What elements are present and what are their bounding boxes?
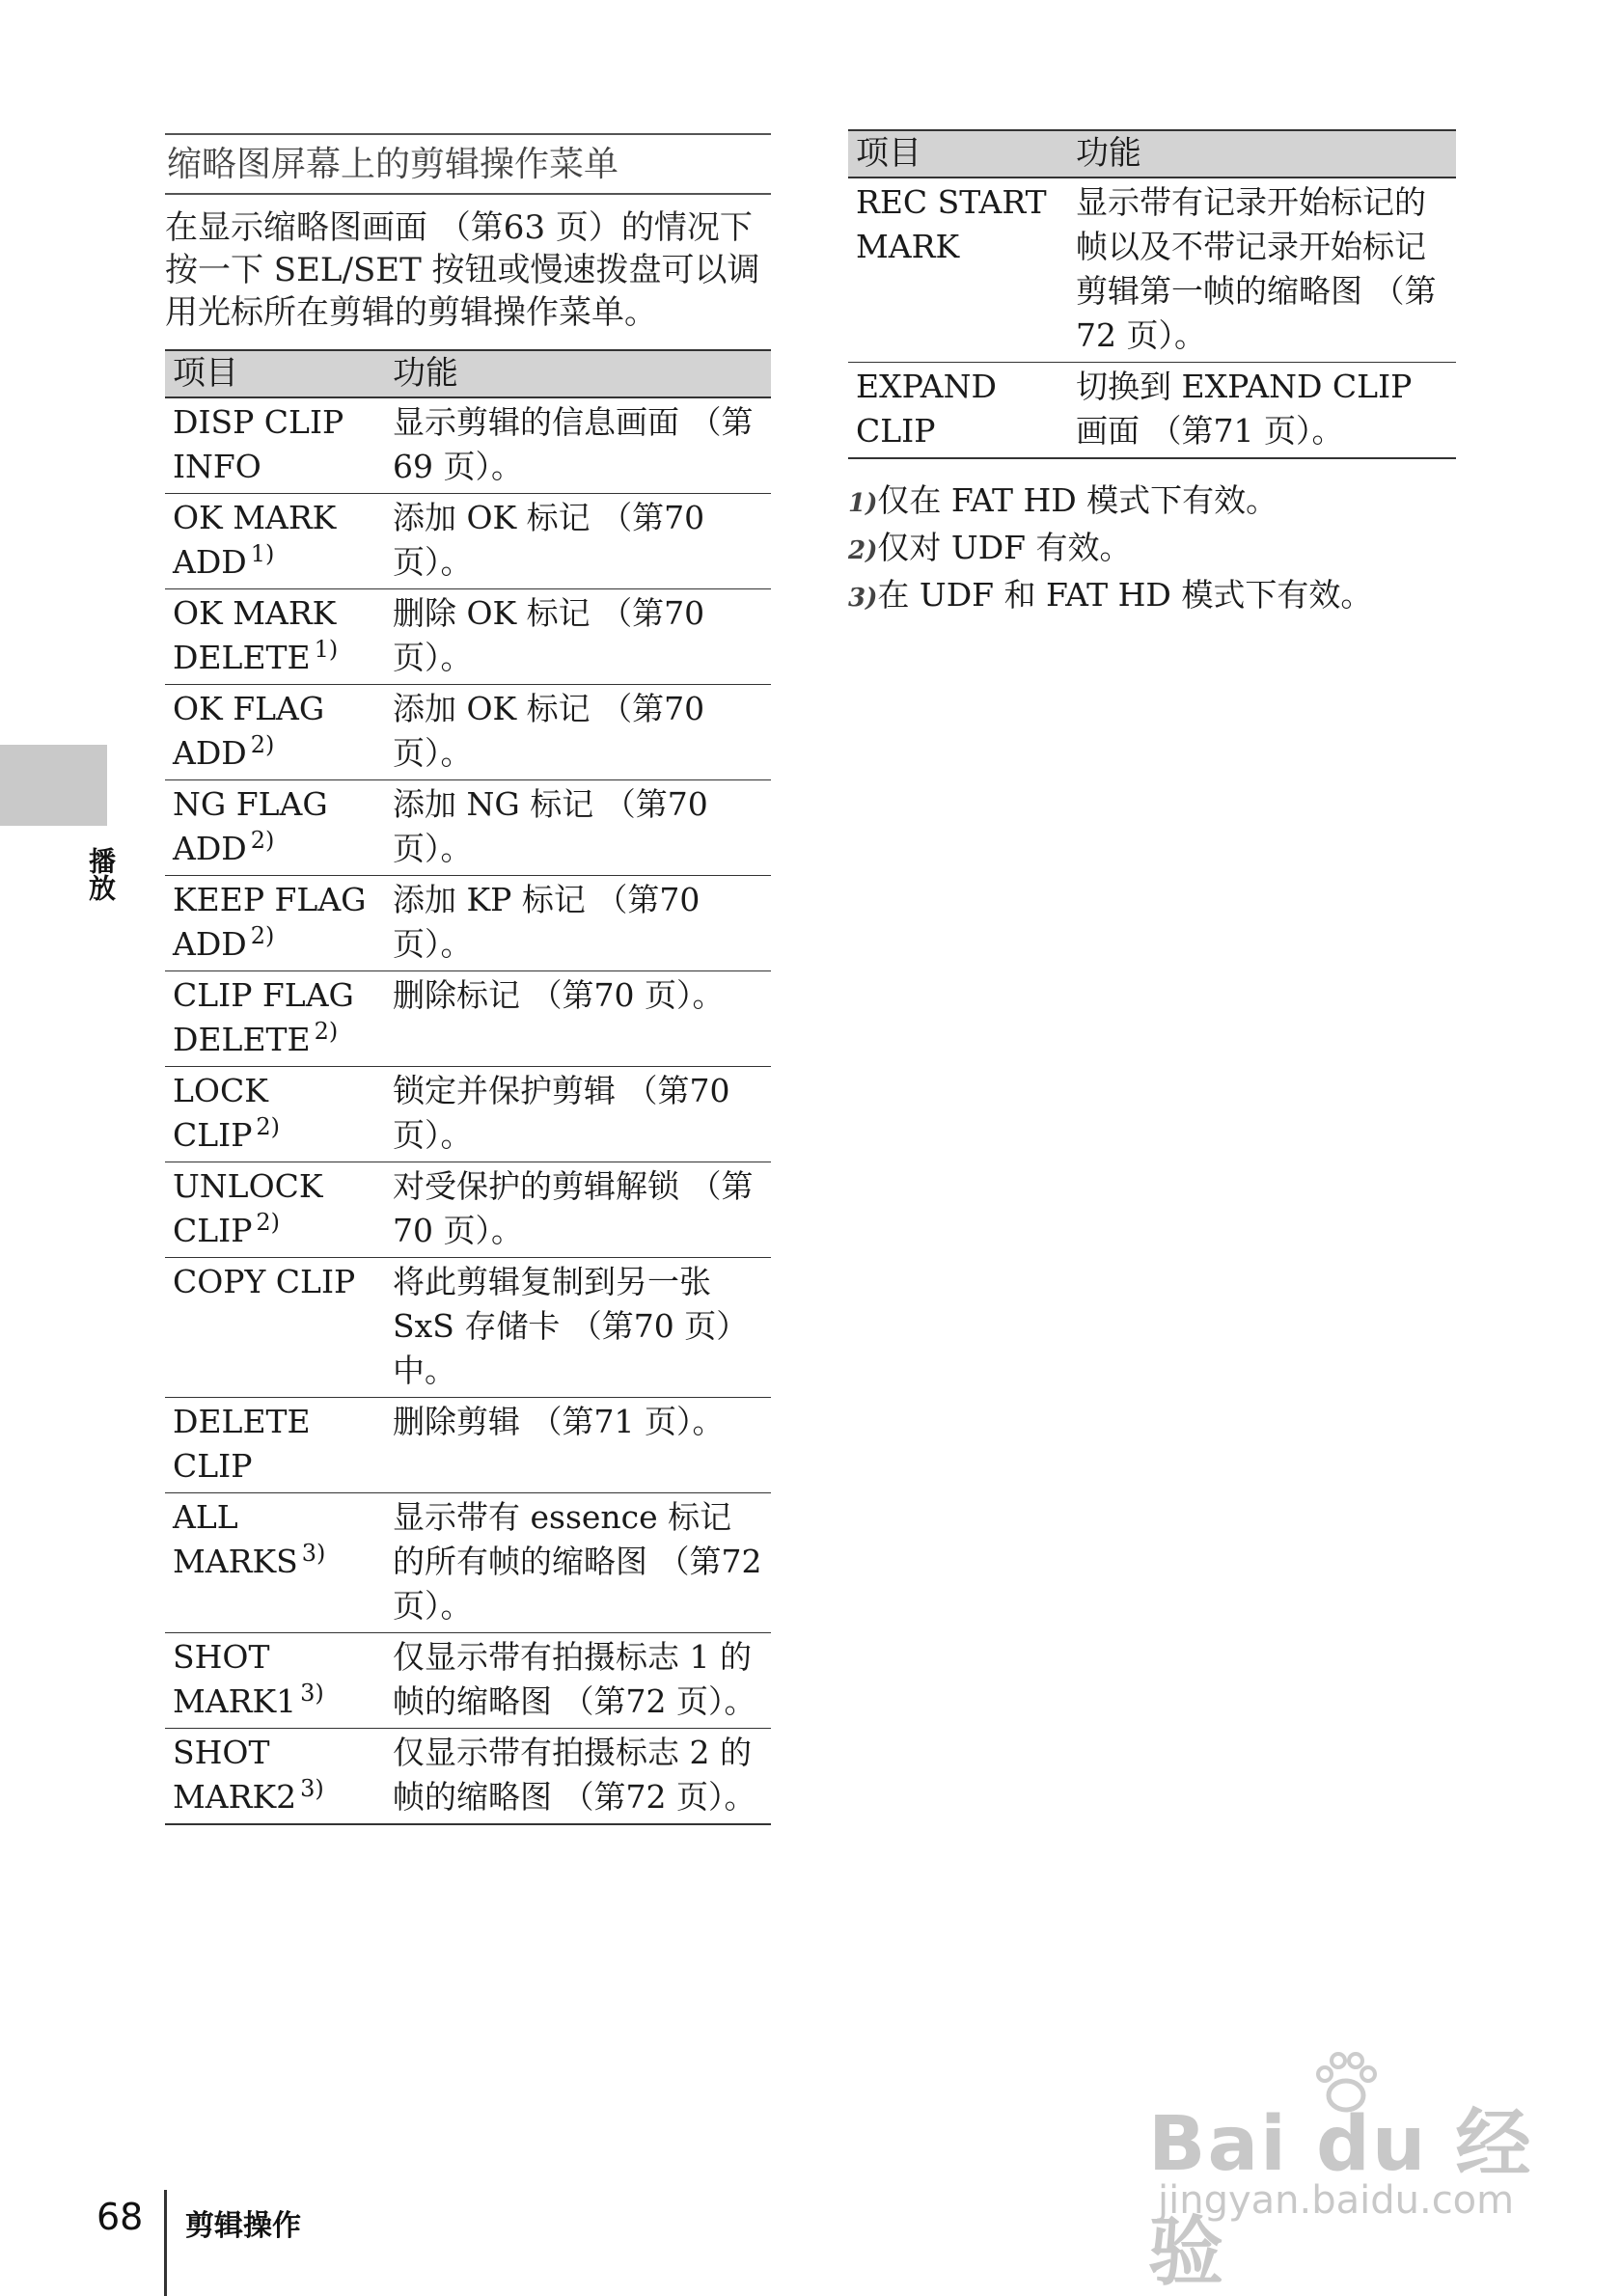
menu-item-name [165, 1398, 385, 1493]
menu-item-function: 删除剪辑 （第71 页）。 [385, 1398, 771, 1493]
footnote-ref: 2) [314, 1018, 339, 1045]
footnote-ref: 2) [250, 731, 275, 758]
item-label: SHOT MARK1 [173, 1638, 297, 1720]
menu-item-name [165, 876, 385, 971]
item-label: OK MARK DELETE [173, 594, 337, 676]
item-label: EXPAND CLIP [856, 368, 997, 450]
right-menu-table [848, 129, 1456, 459]
left-table-body [165, 397, 771, 1824]
menu-item-name [165, 1162, 385, 1258]
table-row [165, 1729, 771, 1825]
table-row [165, 1258, 771, 1398]
table-row [165, 1493, 771, 1633]
item-label: COPY CLIP [173, 1263, 356, 1300]
item-label: NG FLAG ADD [173, 785, 328, 867]
watermark-url: jingyan.baidu.com [1158, 2178, 1515, 2223]
footnote-ref: 1) [314, 636, 339, 663]
table-row [165, 589, 771, 685]
menu-item-function: 添加 KP 标记 （第70 页）。 [385, 876, 771, 971]
menu-item-name [165, 685, 385, 780]
item-label: REC START MARK [856, 183, 1047, 265]
item-label: DELETE CLIP [173, 1403, 311, 1485]
item-label: DISP CLIP INFO [173, 403, 344, 485]
table-row [165, 1398, 771, 1493]
menu-item-function: 仅显示带有拍摄标志 2 的帧的缩略图 （第72 页）。 [385, 1729, 771, 1825]
header-item: 项目 [848, 130, 1068, 178]
right-table-body [848, 178, 1456, 458]
item-label: OK MARK ADD [173, 499, 337, 581]
table-row [165, 780, 771, 876]
left-menu-table [165, 349, 771, 1825]
item-label: SHOT MARK2 [173, 1734, 297, 1816]
footnote-ref: 2) [250, 827, 275, 854]
menu-item-name [165, 494, 385, 589]
menu-item-name [165, 1633, 385, 1729]
watermark-logo: Bai du 经验 [1148, 2101, 1533, 2296]
table-row [165, 971, 771, 1067]
menu-item-function: 删除标记 （第70 页）。 [385, 971, 771, 1067]
footnote-number: 3) [848, 584, 878, 613]
menu-item-name [165, 780, 385, 876]
right-column [848, 129, 1456, 620]
footnotes [848, 478, 1456, 620]
menu-item-name [848, 363, 1068, 459]
menu-item-name [848, 178, 1068, 363]
item-label: CLIP FLAG DELETE [173, 976, 354, 1058]
menu-item-function: 添加 NG 标记 （第70 页）。 [385, 780, 771, 876]
menu-item-name [165, 1493, 385, 1633]
item-label: OK FLAG ADD [173, 690, 325, 772]
table-row [165, 494, 771, 589]
footnote-ref: 1) [250, 540, 275, 567]
side-section-tab [0, 745, 107, 826]
menu-item-function: 删除 OK 标记 （第70 页）。 [385, 589, 771, 685]
table-row [165, 685, 771, 780]
table-row [165, 876, 771, 971]
menu-item-function: 锁定并保护剪辑 （第70 页）。 [385, 1067, 771, 1162]
baidu-watermark [1148, 2045, 1563, 2296]
footnote [848, 478, 1456, 526]
item-label: LOCK CLIP [173, 1072, 268, 1154]
footer-title: 剪辑操作 [185, 2209, 301, 2243]
table-row [848, 363, 1456, 459]
footnote-number: 1) [848, 489, 878, 518]
menu-item-name [165, 397, 385, 494]
footnote-ref: 2) [256, 1113, 281, 1140]
left-column [165, 133, 771, 1825]
menu-item-name [165, 1258, 385, 1398]
menu-item-function: 添加 OK 标记 （第70 页）。 [385, 494, 771, 589]
menu-item-name [165, 1729, 385, 1825]
menu-item-function: 对受保护的剪辑解锁 （第70 页）。 [385, 1162, 771, 1258]
table-header-row [165, 350, 771, 397]
menu-item-function: 显示带有记录开始标记的帧以及不带记录开始标记剪辑第一帧的缩略图 （第72 页）。 [1068, 178, 1456, 363]
intro-paragraph: 在显示缩略图画面 （第63 页）的情况下按一下 SEL/SET 按钮或慢速拨盘可以调用光标所在剪辑的剪辑操作菜单。 [165, 208, 760, 332]
header-function: 功能 [1068, 130, 1456, 178]
header-item: 项目 [165, 350, 385, 397]
menu-item-function: 切换到 EXPAND CLIP 画面 （第71 页）。 [1068, 363, 1456, 459]
footnote-ref: 2) [256, 1209, 281, 1236]
menu-item-function: 将此剪辑复制到另一张 SxS 存储卡 （第70 页）中。 [385, 1258, 771, 1398]
table-row [165, 397, 771, 494]
side-tab-label: 播放 [85, 847, 117, 901]
footnote-ref: 2) [250, 922, 275, 949]
item-label: UNLOCK CLIP [173, 1167, 323, 1249]
footnote-text: 仅在 FAT HD 模式下有效。 [877, 481, 1278, 519]
footnote-number: 2) [848, 536, 878, 565]
table-row [848, 178, 1456, 363]
footnote-text: 仅对 UDF 有效。 [877, 529, 1132, 566]
item-label: KEEP FLAG ADD [173, 881, 367, 963]
table-row [165, 1162, 771, 1258]
footnote [848, 526, 1456, 573]
menu-item-name [165, 1067, 385, 1162]
footnote-ref: 3) [300, 1680, 324, 1707]
footer-divider [164, 2190, 167, 2296]
menu-item-name [165, 589, 385, 685]
item-label: ALL MARKS [173, 1498, 298, 1580]
footnote-text: 在 UDF 和 FAT HD 模式下有效。 [877, 576, 1373, 614]
table-header-row [848, 130, 1456, 178]
menu-item-function: 添加 OK 标记 （第70 页）。 [385, 685, 771, 780]
menu-item-function: 仅显示带有拍摄标志 1 的帧的缩略图 （第72 页）。 [385, 1633, 771, 1729]
menu-item-function: 显示带有 essence 标记的所有帧的缩略图 （第72 页）。 [385, 1493, 771, 1633]
table-row [165, 1633, 771, 1729]
footnote-ref: 3) [301, 1540, 326, 1567]
section-title: 缩略图屏幕上的剪辑操作菜单 [165, 133, 771, 195]
menu-item-name [165, 971, 385, 1067]
footnote-ref: 3) [300, 1775, 324, 1802]
table-row [165, 1067, 771, 1162]
menu-item-function: 显示剪辑的信息画面 （第69 页）。 [385, 397, 771, 494]
page-number: 68 [96, 2196, 144, 2238]
footnote [848, 573, 1456, 620]
header-function: 功能 [385, 350, 771, 397]
